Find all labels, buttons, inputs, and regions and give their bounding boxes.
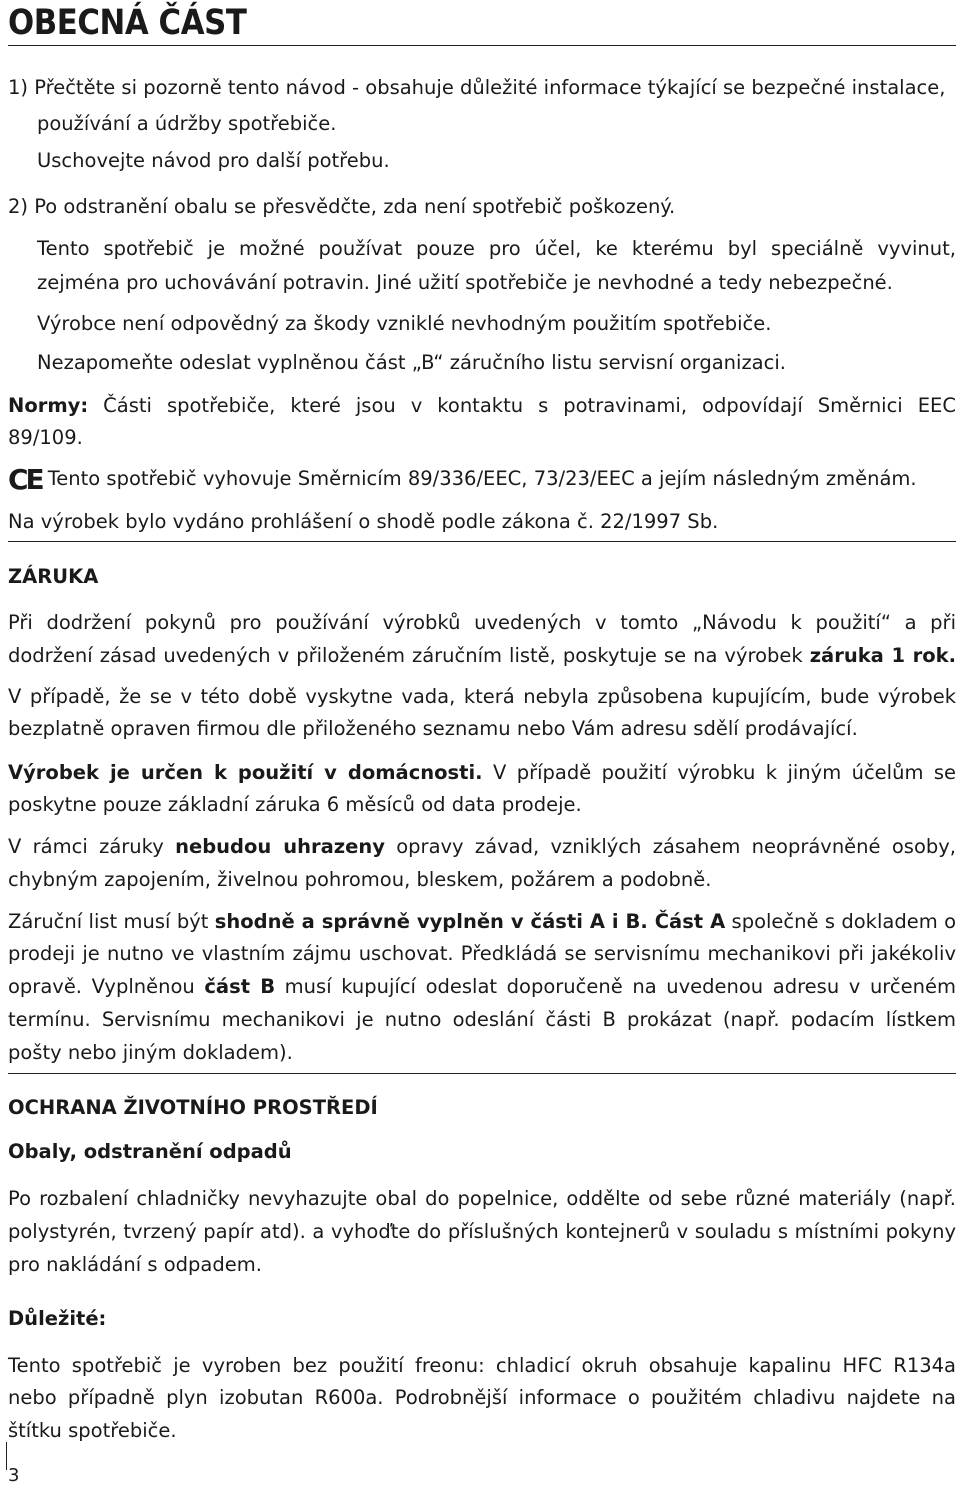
margin-rule — [6, 1442, 7, 1470]
section-heading: ZÁRUKA — [8, 565, 99, 588]
paragraph-line — [8, 643, 956, 669]
paragraph-line — [8, 760, 956, 786]
divider — [8, 1073, 956, 1074]
paragraph-line: Nezapomeňte odeslat vyplněnou část „B“ záručního listu servisní organizaci. — [37, 351, 786, 374]
paragraph-line: štítku spotřebiče. — [8, 1419, 177, 1442]
paragraph-line: polystyrén, tvrzený papír atd). a vyhoďte do příslušných kontejnerů v souladu s místními pokyny — [8, 1220, 956, 1243]
paragraph-line: chybným zapojením, živelnou pohromou, bleskem, požárem a podobně. — [8, 868, 712, 891]
bold-span: shodně a správně vyplněn v části A i B. Část A — [214, 910, 726, 933]
paragraph-line: Výrobce není odpovědný za škody vzniklé nevhodným použitím spotřebiče. — [37, 312, 772, 335]
bold-span: záruka 1 rok. — [809, 644, 957, 667]
paragraph-line: Při dodržení pokynů pro používání výrobků uvedených v tomto „Návodu k použití“ a při — [8, 611, 956, 634]
paragraph-line: Uschovejte návod pro další potřebu. — [37, 149, 390, 172]
text-span: Záruční list musí být — [8, 910, 215, 933]
paragraph-line: používání a údržby spotřebiče. — [37, 112, 337, 135]
text-span: musí kupující odeslat doporučeně na uvedenou adresu v určeném — [275, 975, 956, 998]
page-number: 3 — [8, 1465, 20, 1486]
paragraph-line — [8, 909, 956, 935]
ce-line — [8, 463, 917, 496]
subsection-heading: Obaly, odstranění odpadů — [8, 1140, 292, 1163]
paragraph-line: Tento spotřebič je vyroben bez použití freonu: chladicí okruh obsahuje kapalinu HFC R134a — [8, 1354, 956, 1377]
section-heading: OCHRANA ŽIVOTNÍHO PROSTŘEDÍ — [8, 1096, 378, 1119]
norms-line — [8, 393, 956, 419]
paragraph-line: prodeji je nutno ve vlastním zájmu uschovat. Předkládá se servisnímu mechanikovi při jakékoliv — [8, 942, 956, 965]
text-span: společně s dokladem o — [725, 910, 956, 933]
norms-text: Části spotřebiče, které jsou v kontaktu s potravinami, odpovídají Směrnici EEC — [103, 394, 956, 417]
text-span: V rámci záruky — [8, 835, 176, 858]
page-title: OBECNÁ ČÁST — [8, 3, 247, 43]
paragraph-line: 2) Po odstranění obalu se přesvědčte, zda není spotřebič poškozený. — [8, 195, 676, 218]
ce-text: Tento spotřebič vyhovuje Směrnicím 89/336/EEC, 73/23/EEC a jejím následným změnám. — [47, 467, 917, 490]
important-heading: Důležité: — [8, 1307, 107, 1330]
ce-mark-icon: CE — [8, 463, 42, 496]
paragraph-line: poskytne pouze základní záruka 6 měsíců od data prodeje. — [8, 793, 582, 816]
paragraph-line: pro nakládání s odpadem. — [8, 1253, 262, 1276]
bold-span: Výrobek je určen k použití v domácnosti. — [8, 761, 483, 784]
paragraph-line: 89/109. — [8, 426, 83, 449]
paragraph-line: pošty nebo jiným dokladem). — [8, 1041, 293, 1064]
paragraph-line: Tento spotřebič je možné používat pouze pro účel, ke kterému byl speciálně vyvinut, — [37, 237, 956, 260]
paragraph-line — [8, 834, 956, 860]
paragraph-line: V případě, že se v této době vyskytne vada, která nebyla způsobena kupujícím, bude výrobek — [8, 685, 956, 708]
text-span: dodržení zásad uvedených v přiloženém záručním listě, poskytuje se na výrobek — [8, 644, 810, 667]
text-span: opravě. Vyplněnou — [8, 975, 205, 998]
paragraph-line: termínu. Servisnímu mechanikovi je nutno odeslání části B prokázat (např. podacím lístkem — [8, 1008, 956, 1031]
divider — [8, 541, 956, 542]
bold-span: část B — [204, 975, 276, 998]
bold-span: nebudou uhrazeny — [175, 835, 385, 858]
paragraph-line — [8, 974, 956, 1000]
paragraph-line: nebo případně plyn izobutan R600a. Podrobnější informace o použitém chladivu najdete na — [8, 1386, 956, 1409]
divider — [8, 45, 956, 46]
paragraph-line: 1) Přečtěte si pozorně tento návod - obsahuje důležité informace týkající se bezpečné instalace, — [8, 76, 946, 99]
paragraph-line: zejména pro uchovávání potravin. Jiné užití spotřebiče je nevhodné a tedy nebezpečné. — [37, 271, 893, 294]
text-span: opravy závad, vzniklých zásahem neoprávněné osoby, — [384, 835, 956, 858]
text-span: V případě použití výrobku k jiným účelům se — [482, 761, 956, 784]
paragraph-line: Na výrobek bylo vydáno prohlášení o shodě podle zákona č. 22/1997 Sb. — [8, 510, 719, 533]
norms-label: Normy: — [8, 394, 89, 417]
paragraph-line: bezplatně opraven firmou dle přiloženého seznamu nebo Vám adresu sdělí prodávající. — [8, 717, 858, 740]
paragraph-line: Po rozbalení chladničky nevyhazujte obal do popelnice, oddělte od sebe různé materiály (např. — [8, 1187, 956, 1210]
